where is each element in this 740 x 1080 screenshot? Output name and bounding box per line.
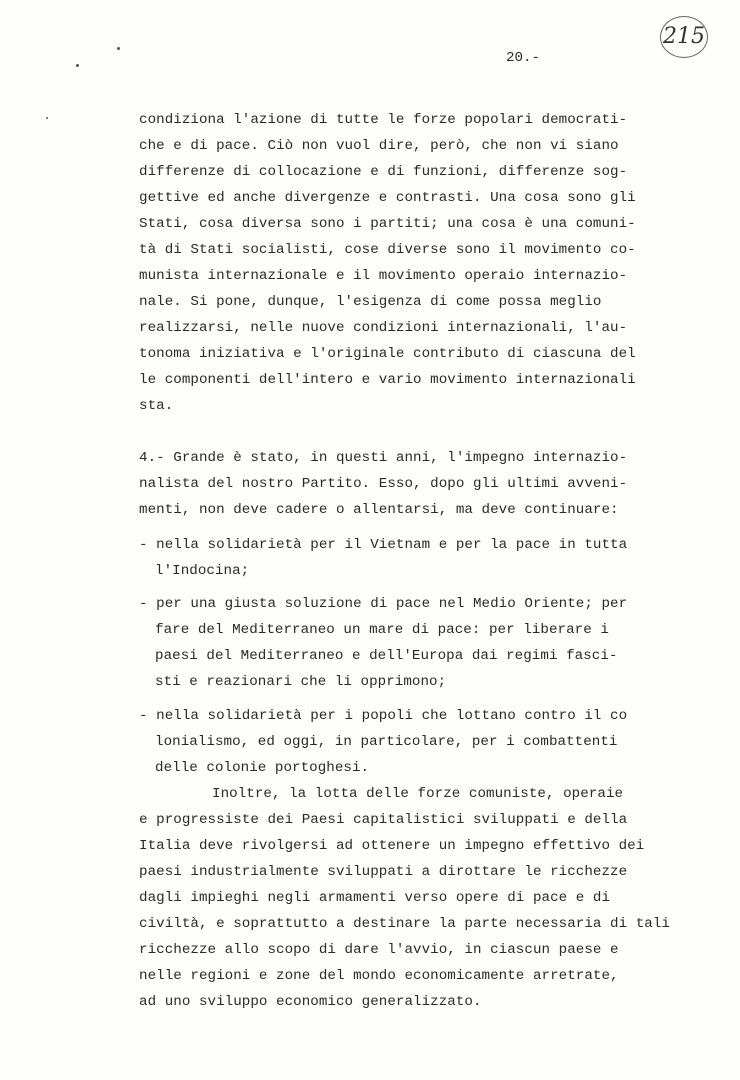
- text-line: menti, non deve cadere o allentarsi, ma deve continuare:: [139, 502, 619, 518]
- text-line: ad uno sviluppo economico generalizzato.: [139, 994, 482, 1010]
- text-line: le componenti dell'intero e vario movimento internazionali: [139, 372, 636, 388]
- text-line: nalista del nostro Partito. Esso, dopo gli ultimi avveni-: [139, 476, 628, 492]
- bullet-line: - per una giusta soluzione di pace nel Medio Oriente; per: [139, 596, 628, 612]
- ink-dot: [46, 117, 48, 119]
- page-number: 20.-: [506, 50, 541, 66]
- text-line: differenze di collocazione e di funzioni, differenze sog-: [139, 164, 628, 180]
- text-line: tà di Stati socialisti, cose diverse sono il movimento co-: [139, 242, 636, 258]
- text-line: gettive ed anche divergenze e contrasti. Una cosa sono gli: [139, 190, 636, 206]
- text-line: munista internazionale e il movimento operaio internazio-: [139, 268, 628, 284]
- text-line: realizzarsi, nelle nuove condizioni internazionali, l'au-: [139, 320, 628, 336]
- text-line: tonoma iniziativa e l'originale contributo di ciascuna del: [139, 346, 636, 362]
- bullet-line: lonialismo, ed oggi, in particolare, per i combattenti: [155, 734, 618, 750]
- text-line: paesi industrialmente sviluppati a dirottare le ricchezze: [139, 864, 628, 880]
- archive-stamp: 215: [660, 16, 708, 58]
- text-line: nale. Si pone, dunque, l'esigenza di come possa meglio: [139, 294, 602, 310]
- text-line: condiziona l'azione di tutte le forze popolari democrati-: [139, 112, 628, 128]
- text-line: sta.: [139, 398, 174, 414]
- text-line: e progressiste dei Paesi capitalistici sviluppati e della: [139, 812, 628, 828]
- ink-dot: [117, 47, 120, 50]
- bullet-line: l'Indocina;: [155, 563, 250, 579]
- text-line: 4.- Grande è stato, in questi anni, l'impegno internazio-: [139, 450, 628, 466]
- text-line: Stati, cosa diversa sono i partiti; una cosa è una comuni-: [139, 216, 636, 232]
- text-line: nelle regioni e zone del mondo economicamente arretrate,: [139, 968, 619, 984]
- text-line: ricchezze allo scopo di dare l'avvio, in ciascun paese e: [139, 942, 619, 958]
- bullet-line: delle colonie portoghesi.: [155, 760, 370, 776]
- text-line: Inoltre, la lotta delle forze comuniste, operaie: [212, 786, 624, 802]
- text-line: civiltà, e soprattutto a destinare la parte necessaria di tali: [139, 916, 670, 932]
- bullet-line: fare del Mediterraneo un mare di pace: per liberare i: [155, 622, 609, 638]
- text-line: che e di pace. Ciò non vuol dire, però, che non vi siano: [139, 138, 619, 154]
- text-line: Italia deve rivolgersi ad ottenere un impegno effettivo dei: [139, 838, 645, 854]
- bullet-line: sti e reazionari che li opprimono;: [155, 674, 447, 690]
- text-line: dagli impieghi negli armamenti verso opere di pace e di: [139, 890, 611, 906]
- bullet-line: - nella solidarietà per il Vietnam e per la pace in tutta: [139, 537, 628, 553]
- bullet-line: paesi del Mediterraneo e dell'Europa dai regimi fasci-: [155, 648, 618, 664]
- bullet-line: - nella solidarietà per i popoli che lottano contro il co: [139, 708, 628, 724]
- ink-dot: [76, 64, 79, 67]
